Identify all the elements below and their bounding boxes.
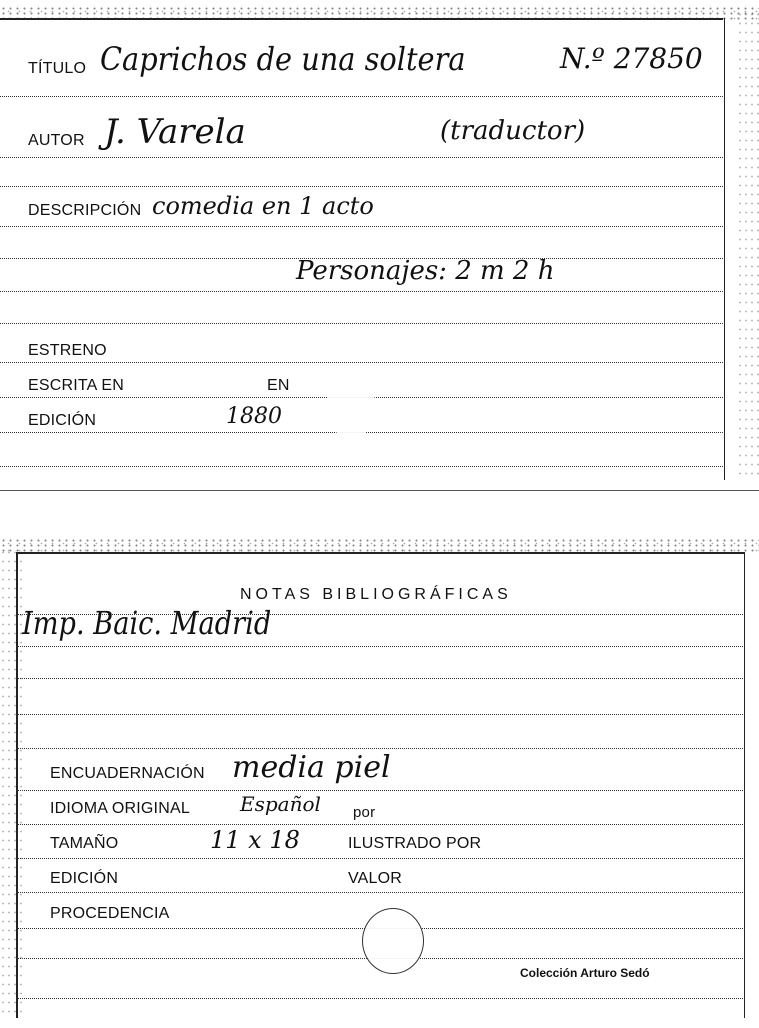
ruled-line (16, 748, 745, 749)
encuadernacion-label: ENCUADERNACIÓN (50, 765, 205, 782)
titulo-label: TÍTULO (28, 60, 87, 77)
ruled-line (0, 291, 725, 292)
autor-label: AUTOR (28, 132, 85, 149)
ruled-line (16, 714, 745, 715)
handwritten-autor-note: (traductor) (440, 116, 586, 146)
estreno-label: ESTRENO (28, 342, 107, 359)
ruled-line (0, 157, 725, 158)
valor-label: VALOR (348, 870, 403, 887)
handwritten-descripcion: comedia en 1 acto (152, 192, 374, 220)
handwritten-tamano: 11 x 18 (210, 826, 300, 854)
card-left-border (16, 552, 18, 1018)
escrita-en-label: ESCRITA EN (28, 377, 124, 394)
ruled-line (16, 892, 745, 893)
ruled-line (16, 678, 745, 679)
ruled-line (16, 998, 745, 999)
descripcion-label: DESCRIPCIÓN (28, 202, 142, 219)
card-bottom-edge (0, 490, 759, 491)
catalog-card-front (0, 0, 759, 490)
ruled-line (0, 226, 725, 227)
handwritten-encuadernacion: media piel (232, 750, 391, 785)
handwritten-titulo: Caprichos de una soltera (100, 40, 466, 78)
card-side-speckle (0, 548, 22, 1018)
por-label: por (353, 804, 376, 821)
ruled-line (0, 362, 725, 363)
edicion-label: EDICIÓN (50, 870, 119, 887)
ruled-line (16, 858, 745, 859)
en-label: EN (267, 377, 290, 394)
ruled-line (0, 96, 725, 97)
handwritten-autor: J. Varela (104, 112, 246, 152)
collection-footer: Colección Arturo Sedó (520, 966, 650, 980)
card-edge-speckle (0, 538, 759, 552)
card-side-speckle (737, 10, 759, 480)
procedencia-label: PROCEDENCIA (50, 905, 170, 922)
handwritten-numero: N.º 27850 (560, 42, 703, 75)
ruled-line (16, 824, 745, 825)
seal-stamp (362, 908, 424, 974)
ruled-line (16, 646, 745, 647)
idioma-original-label: IDIOMA ORIGINAL (50, 800, 190, 817)
card-right-border (744, 552, 746, 1018)
ruled-line (0, 466, 725, 467)
card-top-border (0, 18, 723, 20)
tamano-label: TAMAÑO (50, 835, 119, 852)
catalog-card-back (0, 538, 759, 1028)
notas-bibliograficas-heading: NOTAS BIBLIOGRÁFICAS (240, 586, 512, 603)
handwritten-edicion: 1880 (226, 404, 282, 429)
ruled-line (16, 790, 745, 791)
handwritten-idioma: Español (240, 792, 321, 816)
ruled-line (0, 186, 725, 187)
card-top-border (16, 552, 745, 554)
paper-stain (326, 378, 376, 438)
handwritten-notas: Imp. Baic. Madrid (22, 604, 272, 642)
card-right-border (724, 18, 726, 480)
handwritten-personajes: Personajes: 2 m 2 h (296, 256, 555, 286)
edicion-label: EDICIÓN (28, 412, 97, 429)
ilustrado-por-label: ILUSTRADO POR (348, 835, 482, 852)
ruled-line (0, 323, 725, 324)
